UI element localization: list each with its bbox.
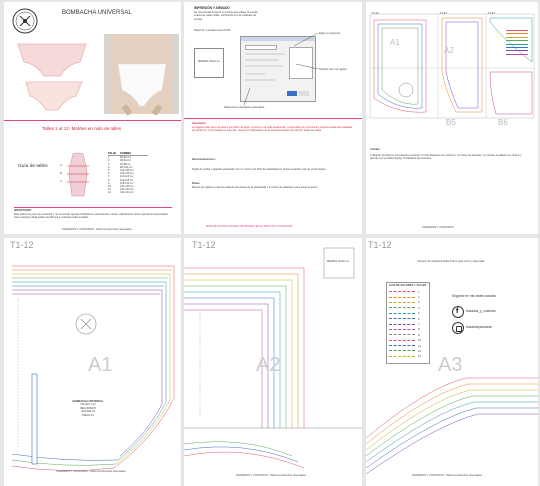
- body-silhouette-icon: [64, 152, 92, 198]
- table-row: [108, 191, 148, 194]
- layout-overview-page: [366, 2, 538, 234]
- mini-legend-swatch: [506, 47, 528, 48]
- cover-page: [4, 2, 181, 234]
- overview-range-2: T1-12: [440, 12, 447, 15]
- pattern-page-a2: [184, 238, 362, 486]
- logo-icon: [10, 6, 40, 36]
- callout-size: Tamaño real / sin ajuste: [319, 68, 347, 71]
- assembly-steps: 1) Marcar el refuerzo entretiendo la costura. 2) Unir delantero con refuerzo. 3) Coser los laterales. 4) Colocar el elástico en cintura y piernas con puntada zigzag. 5) Planchar las costuras.: [370, 154, 522, 161]
- facebook-icon[interactable]: f: [452, 306, 464, 318]
- cover-title: BOMBACHA UNIVERSAL: [62, 10, 132, 16]
- mini-legend-swatch: [506, 30, 528, 31]
- table-col-hip: CADERA: [120, 152, 132, 155]
- color-guide-size: 2: [418, 295, 420, 300]
- divider: [4, 120, 181, 121]
- table-cell-size: 12: [108, 191, 111, 195]
- piece-fold: PIEZA 1/3: [82, 413, 94, 417]
- print-instructions-page: [184, 2, 362, 234]
- mini-legend-swatch: [506, 44, 528, 45]
- table-cell-hip: 110-114 cm: [120, 175, 134, 179]
- table-cell-size: 6: [108, 172, 110, 176]
- table-cell-hip: 122-126 cm: [120, 185, 134, 189]
- assembly-footer: TRAZADOS Y COSTURAS: [422, 226, 454, 229]
- table-cell-hip: 102-106 cm: [120, 169, 134, 173]
- piece-brand: BOMBACHA UNIVERSAL: [72, 400, 104, 403]
- table-body: [108, 156, 148, 194]
- table-cell-hip: 126-130 cm: [120, 188, 134, 192]
- recs-title: Recomendaciones:: [192, 158, 216, 161]
- color-guide-size: 3: [418, 300, 420, 305]
- print-header: IMPRESIÓN Y ARMADO: [194, 6, 230, 10]
- notes-title: Notas:: [192, 182, 201, 185]
- tutorial-link[interactable]: MIRA DE INSTRUCCIONES DE ARMADO EN LA SECCIÓN TUTORIALES: [206, 225, 293, 228]
- piece-a1-label: A1: [88, 354, 113, 376]
- piece-cut: CORTAR X1: [80, 410, 96, 414]
- size-guide-label: Guía de talles: [18, 164, 48, 169]
- note-title: IMPORTANTE:: [14, 209, 32, 212]
- overview-a1: A1: [390, 38, 400, 47]
- callout-arrows: [184, 2, 362, 112]
- color-guide-size: 10: [418, 338, 422, 343]
- color-guide-title: GUIA DE COLORES Y TALLES: [389, 284, 427, 287]
- mini-legend-swatch: [506, 54, 528, 55]
- overview-a2: A2: [444, 46, 454, 55]
- note-divider: [14, 207, 172, 208]
- overview-diagram: [366, 2, 538, 122]
- important-text: La página mide 21cm de ancho por 29cm de largo. Al Iorcir no la hoja aparecerán. Compruebe con una línea o regla la escala del cuadrado de 10x10 cm. Si la medida no coincide, revisa la configuración de tu impresora antes de imprimir todas las hojas.: [192, 126, 353, 133]
- page5-footer: TRAZADOS Y COSTURAS - Todos los derechos reservados: [236, 474, 306, 477]
- table-cell-hip: 86-90 cm: [120, 156, 131, 160]
- important-title: Importante:: [192, 122, 207, 125]
- callout-orientation: Seleccionar orientación automática: [224, 106, 265, 109]
- table-cell-size: 1: [108, 156, 110, 160]
- mini-legend-swatch: [506, 50, 528, 51]
- print-paper: Papel A4, a escala real al 100%: [194, 29, 231, 32]
- pattern-page-a1: [4, 238, 181, 486]
- table-cell-size: 3: [108, 162, 110, 166]
- notes-text: Marcar por aparte a máximo cada de las piezas de la elasticidad y el centro de delantero para armar la pieza.: [192, 186, 318, 189]
- a2-test-square-label: MEDIDA 10x10 cm: [327, 260, 349, 263]
- overview-b5: B5: [446, 118, 456, 127]
- mini-legend-swatch: [506, 40, 528, 41]
- table-cell-size: 5: [108, 169, 110, 173]
- mini-legend-swatch: [506, 37, 528, 38]
- mark-b: B: [60, 172, 62, 175]
- color-guide-size: 8: [418, 327, 420, 332]
- photo-panties-top: [12, 38, 92, 118]
- page4-size-range: T1-12: [10, 240, 34, 250]
- page5-size-range: T1-12: [192, 240, 216, 250]
- table-cell-size: 11: [108, 188, 111, 192]
- recs-text: Tejido de modal o algodón elastizado con un mínimo de 20% de elasticidad en ambos sentidos, tela de punto liviana.: [192, 168, 327, 171]
- size-table: [108, 152, 148, 195]
- table-cell-hip: 114-118 cm: [120, 178, 134, 182]
- table-cell-hip: 130-134 cm: [120, 191, 134, 195]
- cover-subtitle: Talles 1 al 12- Moldes en nido de talles: [42, 126, 122, 131]
- color-guide-size: 13: [418, 354, 422, 359]
- callout-printer: Elegí tu impresora: [319, 32, 341, 35]
- overview-range-1: T1-12: [372, 12, 379, 15]
- table-cell-size: 8: [108, 178, 110, 182]
- color-guide-size: 11: [418, 343, 421, 348]
- legend-header: Recorte de moldes/ta doble 0,5cm para cerrar y alas cada: [417, 260, 485, 263]
- table-cell-hip: 98-102 cm: [120, 165, 133, 169]
- table-cell-size: 9: [108, 181, 110, 185]
- table-cell-hip: 118-122 cm: [120, 181, 134, 185]
- color-guide-size: 6: [418, 316, 420, 321]
- overview-range-3: T1-12: [488, 12, 495, 15]
- photo-model: [104, 34, 179, 114]
- pattern-page-a3: [366, 238, 538, 486]
- table-cell-hip: 94-98 cm: [120, 162, 131, 166]
- assembly-title: Armado: [370, 148, 380, 151]
- table-cell-hip: 90-94 cm: [120, 159, 131, 163]
- table-cell-size: 10: [108, 185, 111, 189]
- cover-footer: TRAZADOS Y COSTURAS - Todos los derechos reservados: [62, 228, 132, 231]
- piece-name: DELANTERO: [80, 406, 96, 410]
- color-guide-size: 1: [418, 289, 420, 294]
- piece-a3-label: A3: [438, 354, 463, 376]
- facebook-handle[interactable]: trazados_y_costuras: [466, 309, 496, 313]
- overview-b6: B6: [498, 118, 508, 127]
- color-guide-size: 12: [418, 348, 422, 353]
- mark-c: C: [60, 180, 62, 183]
- social-title: Seguime en mis redes sociales: [452, 294, 497, 298]
- table-col-size: TALLE: [108, 152, 117, 155]
- note-text: Este patrón es para uso personal y no comercial. Queda prohibida su reproducción, venta o distribución total o parcial sin autorización. Ante cualquier duda podés escribirnos a nuestras redes sociales.: [14, 213, 169, 220]
- print-divider: [184, 118, 362, 119]
- mark-a: A: [60, 164, 62, 167]
- color-guide-size: 4: [418, 305, 420, 310]
- mini-legend-swatch: [506, 33, 528, 34]
- piece-info: [66, 400, 110, 417]
- piece-a2-label: A2: [256, 354, 281, 376]
- print-intro: Se recomienda imprimir con tinta para reflejar la escala exacta de cada molde, verificando con el cuadrado de prueba.: [194, 11, 258, 21]
- piece-sizes: TALLES 1-12: [80, 403, 96, 407]
- page4-footer: TRAZADOS Y COSTURAS - Todos los derechos reservados: [56, 470, 126, 473]
- instagram-handle[interactable]: trazadosycosturas: [466, 325, 492, 329]
- table-cell-size: 7: [108, 175, 110, 179]
- color-guide-size: 7: [418, 322, 420, 327]
- table-cell-size: 2: [108, 159, 110, 163]
- table-cell-size: 4: [108, 165, 110, 169]
- page6-footer: TRAZADOS Y COSTURAS - Todos los derechos reservados: [412, 474, 482, 477]
- color-guide-size: 9: [418, 332, 420, 337]
- overview-color-legend: [506, 30, 532, 57]
- page6-size-range: T1-12: [368, 240, 392, 250]
- color-guide-size: 5: [418, 311, 420, 316]
- test-square-label: MEDIDA 10x10 cm: [198, 60, 220, 63]
- table-cell-hip: 106-110 cm: [120, 172, 134, 176]
